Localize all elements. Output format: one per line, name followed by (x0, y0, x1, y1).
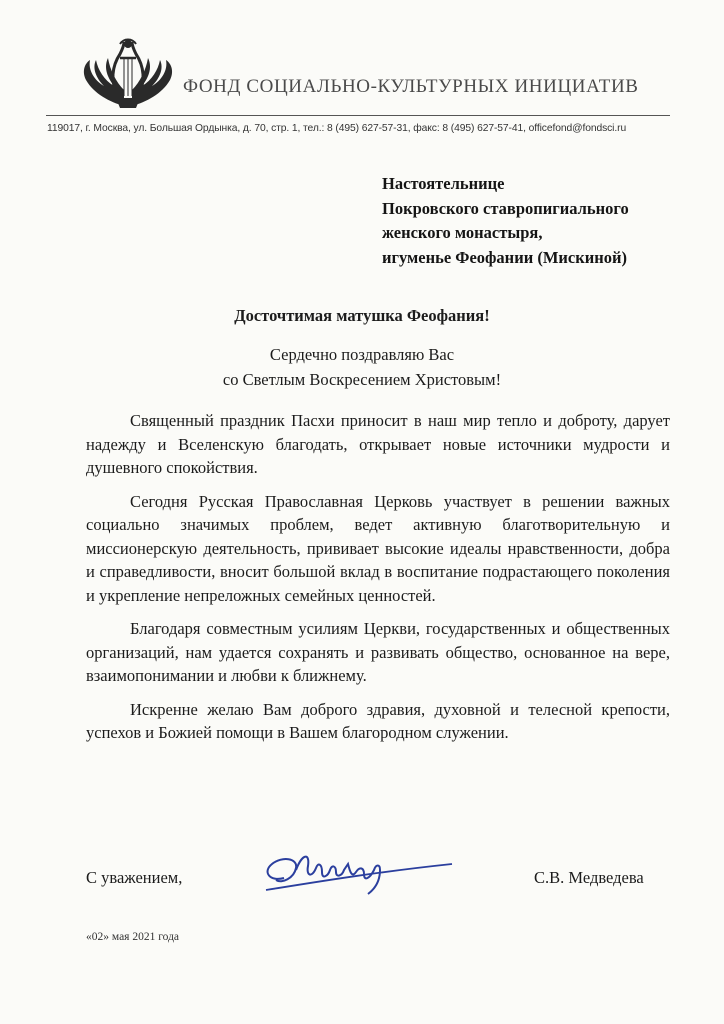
body-paragraph: Священный праздник Пасхи приносит в наш мир тепло и доброту, дарует надежду и Вселенскую благодать, открывает новые источники мудрости и душевного спокойствия. (86, 411, 670, 477)
recipient-line: игуменье Феофании (Мискиной) (382, 247, 628, 267)
recipient-line: Покровского ставропигиального (382, 198, 629, 218)
body-paragraph: Сегодня Русская Православная Церковь участвует в решении важных социально значимых проблем, ведет активную благотворительную и миссионерскую деятельность, прививает высокие идеалы нравственности, добра и справедливости, вносит большой вклад в воспитание подрастающего поколения и укрепление непреложных семейных ценностей. (86, 491, 670, 605)
organization-address: 119017, г. Москва, ул. Большая Ордынка, д. 70, стр. 1, тел.: 8 (495) 627-57-31, факс: 8 (495) 627-57-41, officefond@fondsci.ru (47, 123, 627, 134)
greeting-line: со Светлым Воскресением Христовым! (222, 370, 502, 389)
closing-phrase: С уважением, (86, 868, 183, 887)
greeting (0, 342, 724, 392)
letterhead-divider (46, 115, 670, 116)
recipient-line: женского монастыря, (382, 223, 543, 242)
recipient-block (382, 172, 629, 270)
greeting-line: Сердечно поздравляю Вас (269, 345, 455, 364)
handwritten-signature-icon (256, 842, 456, 906)
letter-body (86, 409, 670, 755)
letter-date: «02» мая 2021 года (86, 931, 180, 943)
body-paragraph: Благодаря совместным усилиям Церкви, государственных и общественных организаций, нам удается сохранять и развивать общество, основанное на вере, взаимопонимании и любви к ближнему. (86, 619, 670, 685)
body-paragraph: Искренне желаю Вам доброго здравия, духовной и телесной крепости, успехов и Божией помощи в Вашем благородном служении. (86, 699, 670, 742)
recipient-line: Настоятельнице (382, 174, 505, 193)
salutation: Досточтимая матушка Феофания! (234, 306, 490, 325)
organization-name: ФОНД СОЦИАЛЬНО-КУЛЬТУРНЫХ ИНИЦИАТИВ (183, 76, 639, 97)
signer-name: С.В. Медведева (534, 868, 644, 887)
lyre-wings-logo-icon (80, 36, 176, 114)
